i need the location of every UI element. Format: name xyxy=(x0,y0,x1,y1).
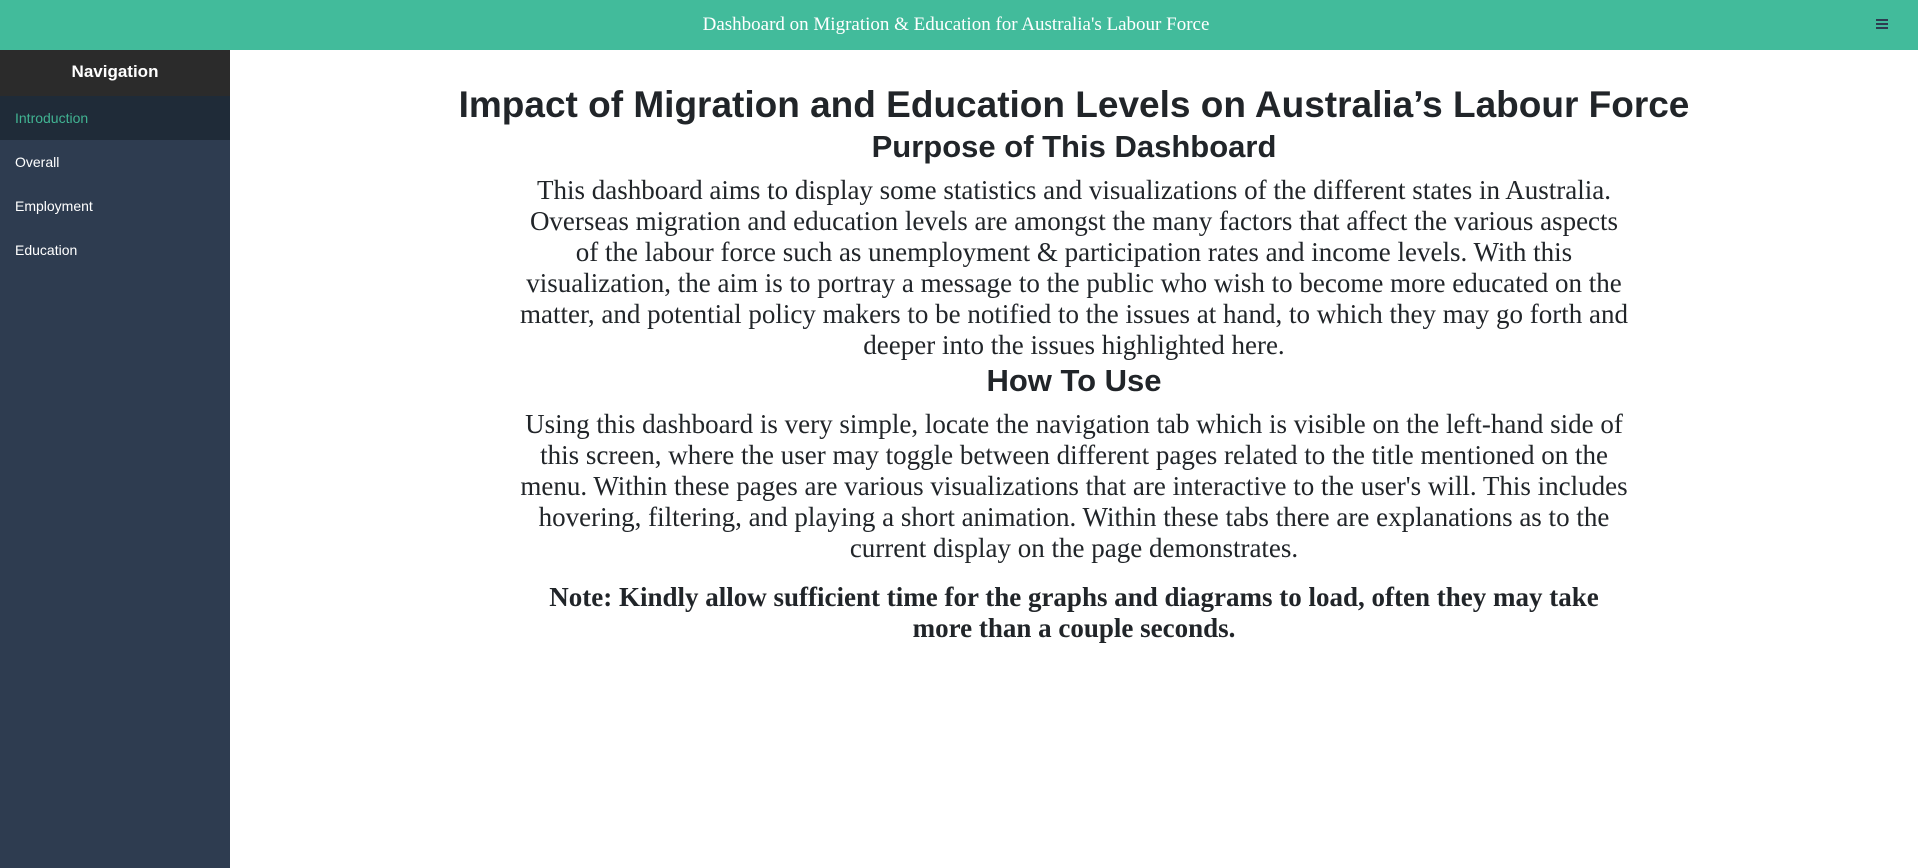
how-to-use-heading: How To Use xyxy=(986,363,1162,398)
hamburger-menu-icon[interactable] xyxy=(1876,18,1890,32)
app-title: Dashboard on Migration & Education for Australia's Labour Force xyxy=(702,14,1210,35)
content-column xyxy=(458,83,1690,644)
menu-bar-line xyxy=(1876,27,1888,29)
sidebar-item-introduction[interactable]: Introduction xyxy=(0,96,230,140)
loading-note: Note: Kindly allow sufficient time for the graphs and diagrams to load, often they may take more than a couple seconds. xyxy=(549,582,1599,643)
sidebar-item-overall[interactable]: Overall xyxy=(15,154,60,170)
menu-bar-line xyxy=(1876,19,1888,21)
page-title: Impact of Migration and Education Levels on Australia’s Labour Force xyxy=(458,84,1690,125)
top-header-bar xyxy=(0,0,1918,50)
main-content xyxy=(230,50,1918,868)
sidebar-item-education[interactable]: Education xyxy=(15,242,78,258)
menu-bar-line xyxy=(1876,23,1888,25)
how-to-use-paragraph: Using this dashboard is very simple, locate the navigation tab which is visible on the left-hand side of this screen, where the user may toggle between different pages related to the title mentioned on the menu. Within these pages are various visualizations that are interactive to the user's will. This includes hovering, filtering, and playing a short animation. Within these tabs there are explanations as to the current display on the page demonstrates. xyxy=(520,409,1628,563)
purpose-heading: Purpose of This Dashboard xyxy=(871,129,1277,164)
purpose-paragraph: This dashboard aims to display some statistics and visualizations of the different states in Australia. Overseas migration and education levels are amongst the many factors that affect the various aspects of the labour force such as unemployment & participation rates and income levels. With this visualization, the aim is to portray a message to the public who wish to become more educated on the matter, and potential policy makers to be notified to the issues at hand, to which they may go forth and deeper into the issues highlighted here. xyxy=(520,175,1628,360)
sidebar-title: Navigation xyxy=(0,50,230,96)
sidebar-navigation xyxy=(0,50,230,868)
sidebar-item-employment[interactable]: Employment xyxy=(15,198,93,214)
